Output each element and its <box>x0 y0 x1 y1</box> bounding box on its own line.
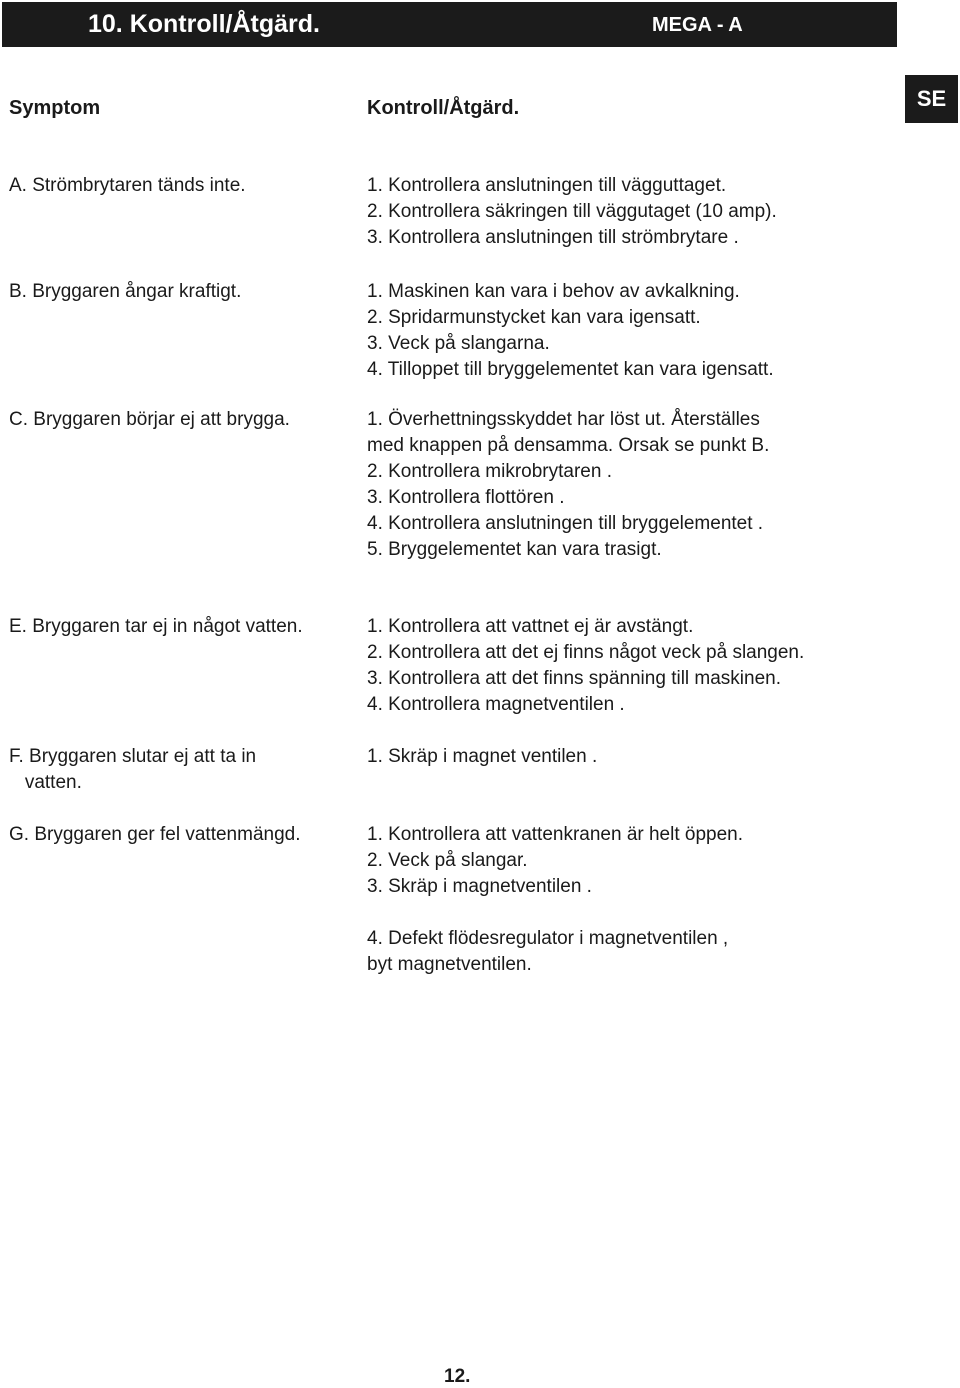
action-item: 2. Kontrollera mikrobrytaren . <box>367 461 612 482</box>
page-number: 12. <box>444 1366 471 1387</box>
model-name: MEGA - A <box>652 14 743 36</box>
action-item: 1. Skräp i magnet ventilen . <box>367 746 598 767</box>
symptom-text: A. Strömbrytaren tänds inte. <box>9 175 246 196</box>
action-spacer <box>367 900 897 926</box>
action-list <box>367 173 897 251</box>
column-header-action: Kontroll/Åtgärd. <box>367 97 520 119</box>
action-item: 1. Kontrollera att vattnet ej är avstängt. <box>367 616 694 637</box>
symptom-text: G. Bryggaren ger fel vattenmängd. <box>9 824 301 845</box>
column-header-symptom: Symptom <box>9 97 101 119</box>
symptom-text: E. Bryggaren tar ej in något vatten. <box>9 616 303 637</box>
action-item: 1. Kontrollera att vattenkranen är helt öppen. <box>367 824 744 845</box>
symptom-text: F. Bryggaren slutar ej att ta in vatten. <box>9 746 257 793</box>
action-item: 4. Tilloppet till bryggelementet kan vara igensatt. <box>367 359 774 380</box>
action-item: 2. Spridarmunstycket kan vara igensatt. <box>367 307 701 328</box>
action-item: 4. Defekt flödesregulator i magnetventilen , <box>367 928 729 949</box>
symptom-text: C. Bryggaren börjar ej att brygga. <box>9 409 290 430</box>
action-list <box>367 822 897 978</box>
language-badge: SE <box>905 75 958 123</box>
action-item: 3. Kontrollera anslutningen till strömbrytare . <box>367 227 739 248</box>
action-list <box>367 407 897 563</box>
action-item: 5. Bryggelementet kan vara trasigt. <box>367 539 662 560</box>
action-list <box>367 614 897 718</box>
page-header <box>2 2 897 47</box>
action-item: 1. Kontrollera anslutningen till vägguttaget. <box>367 175 727 196</box>
section-title: 10. Kontroll/Åtgärd. <box>88 10 320 38</box>
action-item: 4. Kontrollera anslutningen till bryggelementet . <box>367 513 764 534</box>
action-item: med knappen på densamma. Orsak se punkt B. <box>367 435 770 456</box>
action-item: 3. Kontrollera att det finns spänning till maskinen. <box>367 668 782 689</box>
action-list <box>367 279 897 383</box>
action-item: 1. Överhettningsskyddet har löst ut. Återställes <box>367 409 760 430</box>
action-item: 2. Kontrollera säkringen till väggutaget (10 amp). <box>367 201 777 222</box>
action-item: 1. Maskinen kan vara i behov av avkalkning. <box>367 281 740 302</box>
action-item: 3. Veck på slangarna. <box>367 333 550 354</box>
symptom-text: B. Bryggaren ångar kraftigt. <box>9 281 242 302</box>
action-item: 4. Kontrollera magnetventilen . <box>367 694 625 715</box>
action-item: byt magnetventilen. <box>367 954 532 975</box>
action-item: 2. Veck på slangar. <box>367 850 528 871</box>
action-list <box>367 744 897 770</box>
action-item: 2. Kontrollera att det ej finns något veck på slangen. <box>367 642 805 663</box>
action-item: 3. Kontrollera flottören . <box>367 487 565 508</box>
action-item: 3. Skräp i magnetventilen . <box>367 876 592 897</box>
